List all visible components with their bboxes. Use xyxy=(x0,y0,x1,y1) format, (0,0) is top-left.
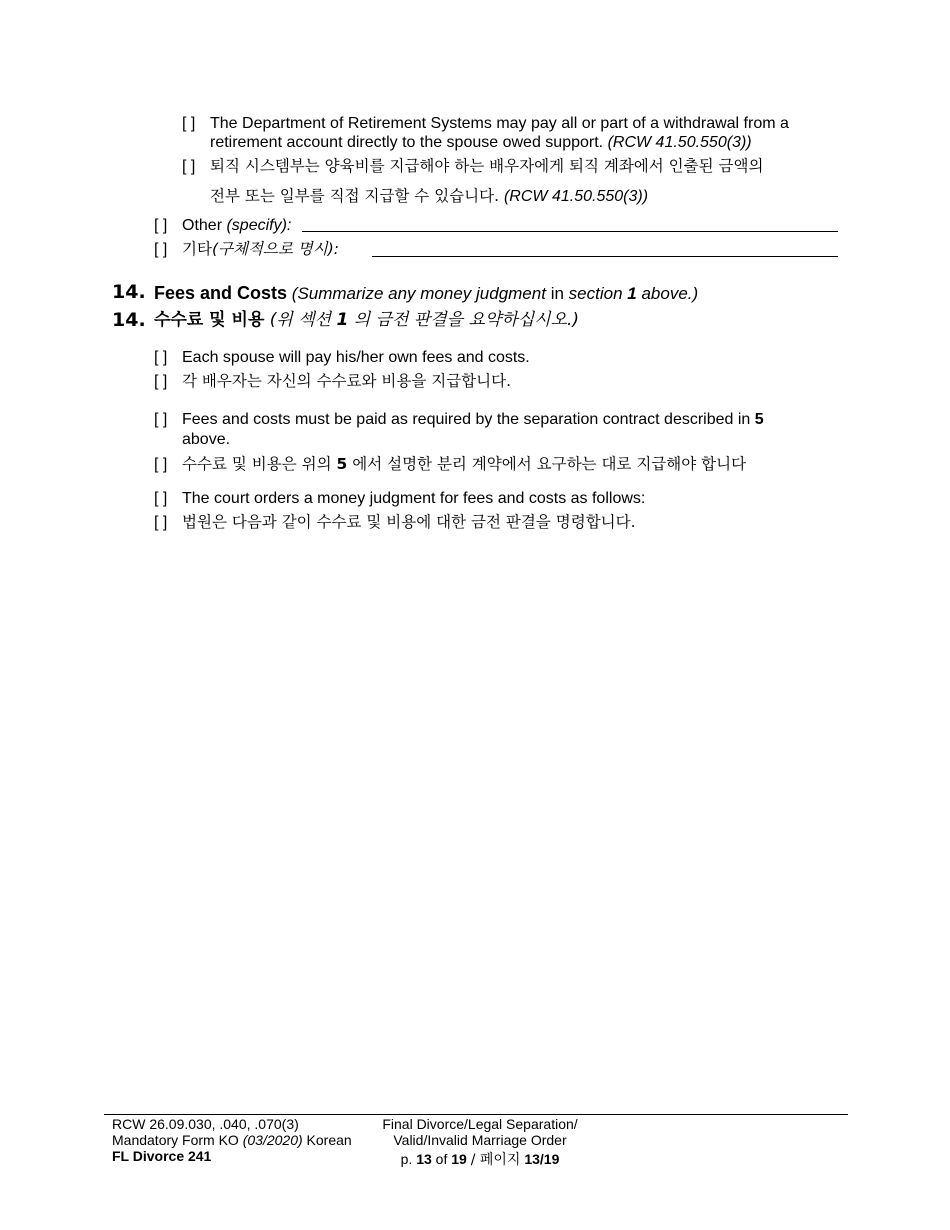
footer-form-id: FL Divorce 241 xyxy=(112,1148,212,1164)
each-spouse-checkbox-en[interactable]: [ ] xyxy=(154,349,168,366)
drs-text-ko-1: 퇴직 시스템부는 양육비를 지급해야 하는 배우자에게 퇴직 계좌에서 인출된 금액의 xyxy=(210,157,764,175)
section-number-ko: 14. xyxy=(112,309,146,331)
court-checkbox-ko[interactable]: [ ] xyxy=(154,514,168,531)
contract-text-ko: 수수료 및 비용은 위의 5 에서 설명한 분리 계약에서 요구하는 대로 지급해야 합니다 xyxy=(182,455,747,473)
other-label-ko: 기타(구체적으로 명시): xyxy=(182,240,340,258)
contract-checkbox-ko[interactable]: [ ] xyxy=(154,456,168,473)
footer-rule xyxy=(104,1114,848,1115)
other-label-en: Other (specify): xyxy=(182,217,292,234)
drs-checkbox-en[interactable]: [ ] xyxy=(182,115,196,132)
court-checkbox-en[interactable]: [ ] xyxy=(154,490,168,507)
footer-mandatory: Mandatory Form KO (03/2020) Korean xyxy=(112,1132,352,1148)
section-heading-ko: 수수료 및 비용 (위 섹션 1 의 금전 판결을 요약하십시오.) xyxy=(154,310,580,330)
contract-text-en-2: above. xyxy=(182,431,231,448)
footer-page: p. 13 of 19 / 페이지 13/19 xyxy=(400,1151,560,1168)
other-input-line-en[interactable] xyxy=(302,231,838,232)
footer-center xyxy=(370,1116,590,1168)
drs-text-ko-2: 전부 또는 일부를 직접 지급할 수 있습니다. (RCW 41.50.550(3)) xyxy=(210,187,649,205)
footer-title-1: Final Divorce/Legal Separation/ xyxy=(382,1116,578,1132)
each-spouse-text-ko: 각 배우자는 자신의 수수료와 비용을 지급합니다. xyxy=(182,372,512,390)
drs-text-en-2: retirement account directly to the spouse owed support. (RCW 41.50.550(3)) xyxy=(210,134,752,151)
court-text-ko: 법원은 다음과 같이 수수료 및 비용에 대한 금전 판결을 명령합니다. xyxy=(182,513,636,531)
drs-text-en-1: The Department of Retirement Systems may pay all or part of a withdrawal from a xyxy=(210,115,789,132)
other-checkbox-en[interactable]: [ ] xyxy=(154,217,168,234)
footer-rcw: RCW 26.09.030, .040, .070(3) xyxy=(112,1116,299,1132)
contract-checkbox-en[interactable]: [ ] xyxy=(154,411,168,428)
other-input-line-ko[interactable] xyxy=(372,256,838,257)
each-spouse-text-en: Each spouse will pay his/her own fees and costs. xyxy=(182,349,530,366)
other-checkbox-ko[interactable]: [ ] xyxy=(154,241,168,258)
each-spouse-checkbox-ko[interactable]: [ ] xyxy=(154,373,168,390)
section-number-en: 14. xyxy=(112,281,146,303)
section-heading-en: Fees and Costs (Summarize any money judgment in section 1 above.) xyxy=(154,283,699,303)
footer-left xyxy=(112,1116,352,1164)
footer-title-2: Valid/Invalid Marriage Order xyxy=(393,1132,567,1148)
contract-text-en-1: Fees and costs must be paid as required by the separation contract described in 5 xyxy=(182,411,764,428)
drs-checkbox-ko[interactable]: [ ] xyxy=(182,158,196,175)
court-text-en: The court orders a money judgment for fees and costs as follows: xyxy=(182,490,646,507)
